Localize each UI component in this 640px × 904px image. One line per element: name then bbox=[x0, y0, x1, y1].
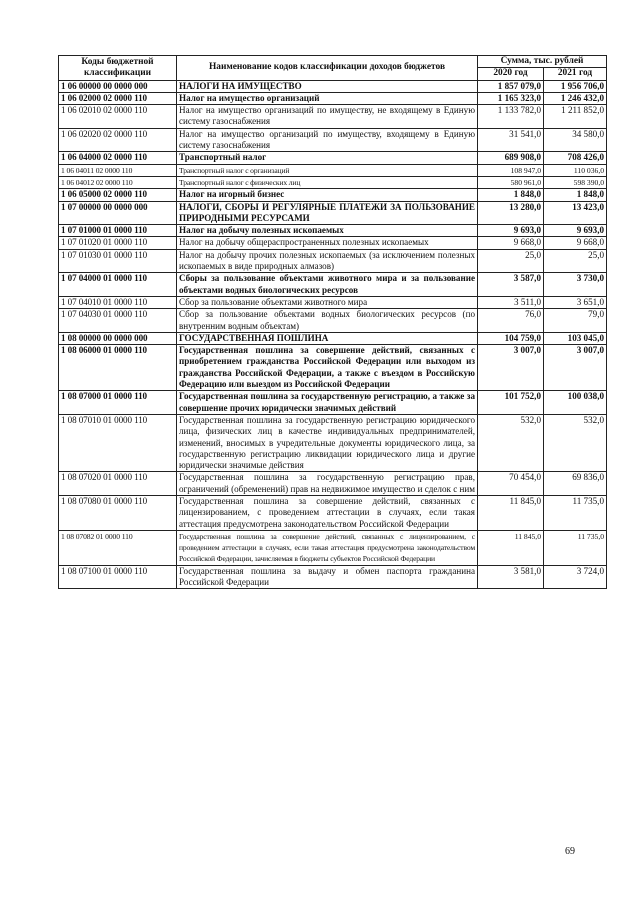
code-cell: 1 08 07082 01 0000 110 bbox=[59, 530, 177, 565]
code-cell: 1 06 04011 02 0000 110 bbox=[59, 164, 177, 176]
header-year-2021: 2021 год bbox=[544, 68, 607, 80]
value-2020-cell: 11 845,0 bbox=[478, 530, 544, 565]
value-2020-cell: 1 848,0 bbox=[478, 189, 544, 201]
header-sum: Сумма, тыс. рублей bbox=[478, 56, 607, 68]
value-2021-cell: 25,0 bbox=[544, 249, 607, 273]
code-cell: 1 07 04030 01 0000 110 bbox=[59, 309, 177, 333]
code-cell: 1 07 01020 01 0000 110 bbox=[59, 237, 177, 249]
table-row bbox=[59, 391, 607, 415]
value-2020-cell: 104 759,0 bbox=[478, 332, 544, 344]
name-cell: НАЛОГИ НА ИМУЩЕСТВО bbox=[177, 80, 478, 92]
name-cell: Государственная пошлина за совершение действий, связанных с лицензированием, с проведением аттестации в случаях, если такая аттестация предусмотрена законодательством Российской Федерации, зачисляемая в бюджеты субъектов Российской Федерации bbox=[177, 530, 478, 565]
value-2021-cell: 3 651,0 bbox=[544, 296, 607, 308]
page-number: 69 bbox=[565, 846, 575, 857]
code-cell: 1 06 02010 02 0000 110 bbox=[59, 105, 177, 129]
value-2020-cell: 11 845,0 bbox=[478, 495, 544, 530]
table-row bbox=[59, 332, 607, 344]
header-year-2020: 2020 год bbox=[478, 68, 544, 80]
name-cell: Сбор за пользование объектами водных биологических ресурсов (по внутренним водным объектам) bbox=[177, 309, 478, 333]
value-2020-cell: 9 693,0 bbox=[478, 225, 544, 237]
value-2020-cell: 108 947,0 bbox=[478, 164, 544, 176]
name-cell: Государственная пошлина за выдачу и обмен паспорта гражданина Российской Федерации bbox=[177, 565, 478, 589]
table-row bbox=[59, 249, 607, 273]
table-row bbox=[59, 273, 607, 297]
header-codes: Коды бюджетной классификации bbox=[59, 56, 177, 81]
value-2021-cell: 13 423,0 bbox=[544, 201, 607, 225]
name-cell: НАЛОГИ, СБОРЫ И РЕГУЛЯРНЫЕ ПЛАТЕЖИ ЗА ПОЛЬЗОВАНИЕ ПРИРОДНЫМИ РЕСУРСАМИ bbox=[177, 201, 478, 225]
header-name: Наименование кодов классификации доходов бюджетов bbox=[177, 56, 478, 81]
name-cell: Сборы за пользование объектами животного мира и за пользование объектами водных биологических ресурсов bbox=[177, 273, 478, 297]
code-cell: 1 07 04000 01 0000 110 bbox=[59, 273, 177, 297]
table-row bbox=[59, 92, 607, 104]
name-cell: Налог на имущество организаций по имуществу, входящему в Единую систему газоснабжения bbox=[177, 128, 478, 152]
value-2020-cell: 689 908,0 bbox=[478, 152, 544, 164]
value-2021-cell: 1 956 706,0 bbox=[544, 80, 607, 92]
name-cell: Налог на игорный бизнес bbox=[177, 189, 478, 201]
table-row bbox=[59, 105, 607, 129]
name-cell: Налог на имущество организаций bbox=[177, 92, 478, 104]
value-2020-cell: 3 587,0 bbox=[478, 273, 544, 297]
table-row bbox=[59, 152, 607, 164]
table-row bbox=[59, 296, 607, 308]
code-cell: 1 08 07000 01 0000 110 bbox=[59, 391, 177, 415]
table-row bbox=[59, 128, 607, 152]
value-2020-cell: 3 511,0 bbox=[478, 296, 544, 308]
budget-document bbox=[58, 55, 606, 589]
name-cell: Транспортный налог с физических лиц bbox=[177, 176, 478, 188]
code-cell: 1 08 07100 01 0000 110 bbox=[59, 565, 177, 589]
value-2021-cell: 3 007,0 bbox=[544, 345, 607, 391]
value-2021-cell: 79,0 bbox=[544, 309, 607, 333]
value-2021-cell: 69 836,0 bbox=[544, 472, 607, 496]
value-2020-cell: 1 133 782,0 bbox=[478, 105, 544, 129]
name-cell: Налог на добычу прочих полезных ископаемых (за исключением полезных ископаемых в виде природных алмазов) bbox=[177, 249, 478, 273]
code-cell: 1 06 05000 02 0000 110 bbox=[59, 189, 177, 201]
code-cell: 1 06 02000 02 0000 110 bbox=[59, 92, 177, 104]
code-cell: 1 08 07020 01 0000 110 bbox=[59, 472, 177, 496]
table-row bbox=[59, 345, 607, 391]
revenue-table bbox=[58, 55, 607, 589]
table-row bbox=[59, 189, 607, 201]
value-2021-cell: 532,0 bbox=[544, 414, 607, 471]
value-2020-cell: 101 752,0 bbox=[478, 391, 544, 415]
name-cell: Транспортный налог bbox=[177, 152, 478, 164]
value-2021-cell: 103 045,0 bbox=[544, 332, 607, 344]
value-2021-cell: 3 730,0 bbox=[544, 273, 607, 297]
value-2020-cell: 9 668,0 bbox=[478, 237, 544, 249]
name-cell: Государственная пошлина за государственную регистрацию, а также за совершение прочих юридически значимых действий bbox=[177, 391, 478, 415]
name-cell: Государственная пошлина за совершение действий, связанных с приобретением гражданства Российской Федерации или выходом из гражданства Российской Федерации, а также с въездом в Российскую Федерацию или выездом из Российской Федерации bbox=[177, 345, 478, 391]
value-2021-cell: 598 390,0 bbox=[544, 176, 607, 188]
name-cell: Государственная пошлина за совершение действий, связанных с лицензированием, с проведением аттестации в случаях, если такая аттестация предусмотрена законодательством Российской Федерации bbox=[177, 495, 478, 530]
code-cell: 1 06 04012 02 0000 110 bbox=[59, 176, 177, 188]
value-2020-cell: 70 454,0 bbox=[478, 472, 544, 496]
value-2020-cell: 76,0 bbox=[478, 309, 544, 333]
table-row bbox=[59, 176, 607, 188]
value-2020-cell: 532,0 bbox=[478, 414, 544, 471]
value-2021-cell: 11 735,0 bbox=[544, 495, 607, 530]
table-row bbox=[59, 472, 607, 496]
table-row bbox=[59, 164, 607, 176]
value-2020-cell: 3 581,0 bbox=[478, 565, 544, 589]
value-2021-cell: 34 580,0 bbox=[544, 128, 607, 152]
value-2021-cell: 3 724,0 bbox=[544, 565, 607, 589]
table-row bbox=[59, 237, 607, 249]
value-2021-cell: 1 246 432,0 bbox=[544, 92, 607, 104]
value-2020-cell: 580 961,0 bbox=[478, 176, 544, 188]
name-cell: Налог на добычу общераспространенных полезных ископаемых bbox=[177, 237, 478, 249]
table-row bbox=[59, 414, 607, 471]
value-2020-cell: 3 007,0 bbox=[478, 345, 544, 391]
code-cell: 1 08 07010 01 0000 110 bbox=[59, 414, 177, 471]
value-2021-cell: 100 038,0 bbox=[544, 391, 607, 415]
name-cell: Сбор за пользование объектами животного мира bbox=[177, 296, 478, 308]
code-cell: 1 06 02020 02 0000 110 bbox=[59, 128, 177, 152]
code-cell: 1 07 01030 01 0000 110 bbox=[59, 249, 177, 273]
code-cell: 1 07 00000 00 0000 000 bbox=[59, 201, 177, 225]
value-2021-cell: 11 735,0 bbox=[544, 530, 607, 565]
code-cell: 1 06 00000 00 0000 000 bbox=[59, 80, 177, 92]
table-row bbox=[59, 565, 607, 589]
code-cell: 1 06 04000 02 0000 110 bbox=[59, 152, 177, 164]
value-2020-cell: 1 165 323,0 bbox=[478, 92, 544, 104]
code-cell: 1 08 07080 01 0000 110 bbox=[59, 495, 177, 530]
name-cell: Налог на имущество организаций по имуществу, не входящему в Единую систему газоснабжения bbox=[177, 105, 478, 129]
value-2021-cell: 110 036,0 bbox=[544, 164, 607, 176]
value-2021-cell: 708 426,0 bbox=[544, 152, 607, 164]
code-cell: 1 07 04010 01 0000 110 bbox=[59, 296, 177, 308]
code-cell: 1 08 00000 00 0000 000 bbox=[59, 332, 177, 344]
table-row bbox=[59, 225, 607, 237]
table-row bbox=[59, 80, 607, 92]
code-cell: 1 08 06000 01 0000 110 bbox=[59, 345, 177, 391]
name-cell: ГОСУДАРСТВЕННАЯ ПОШЛИНА bbox=[177, 332, 478, 344]
table-row bbox=[59, 495, 607, 530]
value-2021-cell: 1 848,0 bbox=[544, 189, 607, 201]
name-cell: Государственная пошлина за государственную регистрацию юридического лица, физических лиц в качестве индивидуальных предпринимателей, изменений, вносимых в учредительные документы юридического лица, за государственную регистрацию ликвидации юридического лица и другие юридически значимые действия bbox=[177, 414, 478, 471]
name-cell: Налог на добычу полезных ископаемых bbox=[177, 225, 478, 237]
value-2021-cell: 9 668,0 bbox=[544, 237, 607, 249]
name-cell: Транспортный налог с организаций bbox=[177, 164, 478, 176]
value-2020-cell: 31 541,0 bbox=[478, 128, 544, 152]
name-cell: Государственная пошлина за государственную регистрацию прав, ограничений (обременений) прав на недвижимое имущество и сделок с ним bbox=[177, 472, 478, 496]
code-cell: 1 07 01000 01 0000 110 bbox=[59, 225, 177, 237]
value-2020-cell: 1 857 079,0 bbox=[478, 80, 544, 92]
table-row bbox=[59, 530, 607, 565]
table-row bbox=[59, 309, 607, 333]
value-2020-cell: 25,0 bbox=[478, 249, 544, 273]
value-2021-cell: 9 693,0 bbox=[544, 225, 607, 237]
table-row bbox=[59, 201, 607, 225]
value-2020-cell: 13 280,0 bbox=[478, 201, 544, 225]
value-2021-cell: 1 211 852,0 bbox=[544, 105, 607, 129]
